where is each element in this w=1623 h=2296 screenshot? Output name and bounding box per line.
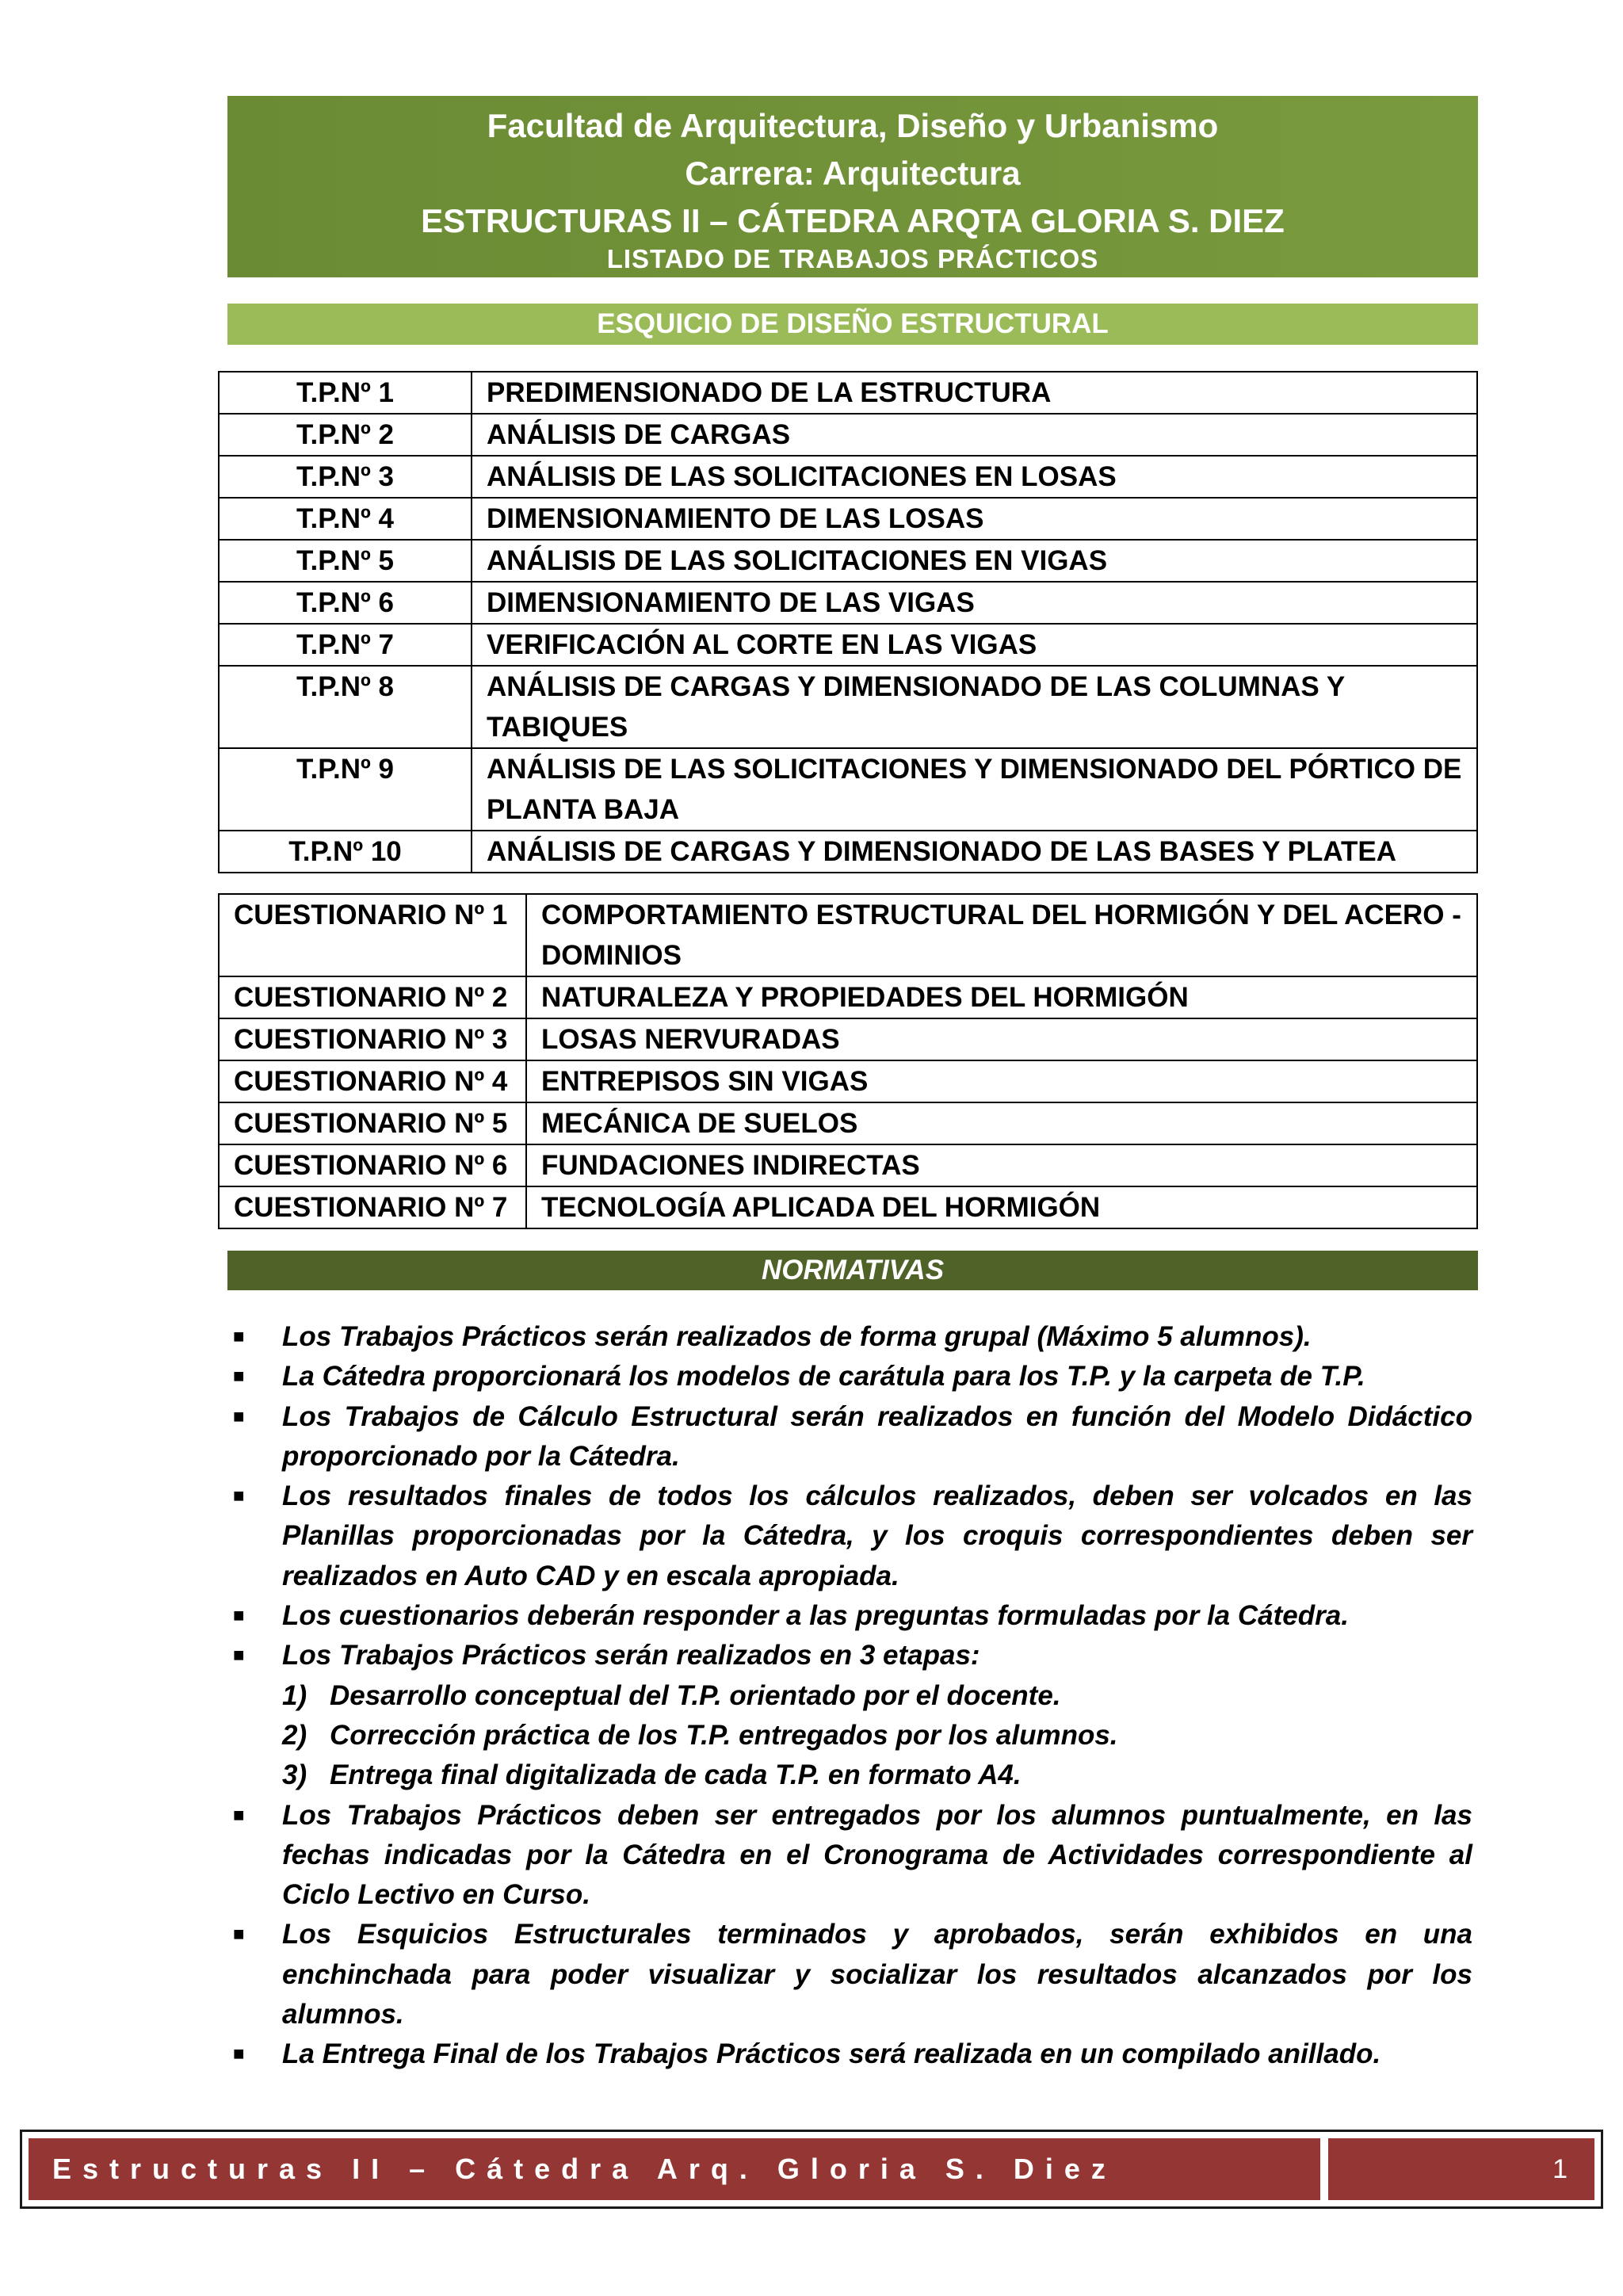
table-row bbox=[219, 976, 1477, 1018]
tp-number: T.P.Nº 9 bbox=[219, 748, 472, 831]
cuestionario-title: COMPORTAMIENTO ESTRUCTURAL DEL HORMIGÓN Y DEL ACERO - DOMINIOS bbox=[526, 894, 1477, 976]
stage-text: Corrección práctica de los T.P. entregados por los alumnos. bbox=[330, 1719, 1118, 1751]
list-item bbox=[230, 1796, 1472, 1916]
square-bullet-icon: ■ bbox=[233, 1804, 245, 1826]
cuestionario-number: CUESTIONARIO Nº 7 bbox=[219, 1186, 526, 1228]
list-item bbox=[230, 1636, 1472, 1795]
tp-number: T.P.Nº 10 bbox=[219, 831, 472, 873]
rule-text: Los Trabajos Prácticos serán realizados en 3 etapas: bbox=[282, 1640, 980, 1671]
cuestionario-title: LOSAS NERVURADAS bbox=[526, 1018, 1477, 1060]
cuestionario-number: CUESTIONARIO Nº 5 bbox=[219, 1102, 526, 1144]
tp-title: ANÁLISIS DE LAS SOLICITACIONES Y DIMENSIONADO DEL PÓRTICO DE PLANTA BAJA bbox=[472, 748, 1477, 831]
cuestionario-number: CUESTIONARIO Nº 3 bbox=[219, 1018, 526, 1060]
square-bullet-icon: ■ bbox=[233, 1924, 245, 1946]
stage-text: Desarrollo conceptual del T.P. orientado por el docente. bbox=[330, 1679, 1061, 1711]
stage-text: Entrega final digitalizada de cada T.P. en formato A4. bbox=[330, 1759, 1022, 1791]
list-item bbox=[230, 1357, 1472, 1396]
tp-number: T.P.Nº 8 bbox=[219, 666, 472, 748]
list-item bbox=[230, 1915, 1472, 2034]
esquicio-section-title: ESQUICIO DE DISEÑO ESTRUCTURAL bbox=[227, 304, 1478, 345]
tp-title: DIMENSIONAMIENTO DE LAS LOSAS bbox=[472, 498, 1477, 540]
square-bullet-icon: ■ bbox=[233, 2043, 245, 2065]
cuestionario-title: FUNDACIONES INDIRECTAS bbox=[526, 1144, 1477, 1186]
tp-number: T.P.Nº 5 bbox=[219, 540, 472, 582]
tp-title: ANÁLISIS DE LAS SOLICITACIONES EN LOSAS bbox=[472, 456, 1477, 498]
square-bullet-icon: ■ bbox=[233, 1366, 245, 1388]
normativas-section-title: NORMATIVAS bbox=[227, 1251, 1478, 1290]
faculty-name: Facultad de Arquitectura, Diseño y Urbanismo bbox=[487, 107, 1219, 144]
rule-text: Los Trabajos Prácticos serán realizados de forma grupal (Máximo 5 alumnos). bbox=[282, 1321, 1312, 1352]
table-row bbox=[219, 1018, 1477, 1060]
list-item bbox=[230, 1317, 1472, 1357]
page-footer bbox=[20, 2130, 1603, 2209]
cuestionario-title: NATURALEZA Y PROPIEDADES DEL HORMIGÓN bbox=[526, 976, 1477, 1018]
list-item bbox=[230, 1596, 1472, 1636]
square-bullet-icon: ■ bbox=[233, 1645, 245, 1667]
normativas-list bbox=[230, 1317, 1472, 2075]
table-row bbox=[219, 372, 1477, 414]
table-row bbox=[219, 1144, 1477, 1186]
tp-title: ANÁLISIS DE LAS SOLICITACIONES EN VIGAS bbox=[472, 540, 1477, 582]
cuestionario-title: MECÁNICA DE SUELOS bbox=[526, 1102, 1477, 1144]
tp-title: ANÁLISIS DE CARGAS Y DIMENSIONADO DE LAS COLUMNAS Y TABIQUES bbox=[472, 666, 1477, 748]
course-title: ESTRUCTURAS II – CÁTEDRA ARQTA GLORIA S. DIEZ bbox=[421, 202, 1285, 239]
rule-text: La Cátedra proporcionará los modelos de carátula para los T.P. y la carpeta de T.P. bbox=[282, 1361, 1365, 1392]
tp-title: ANÁLISIS DE CARGAS bbox=[472, 414, 1477, 456]
tp-number: T.P.Nº 6 bbox=[219, 582, 472, 624]
square-bullet-icon: ■ bbox=[233, 1605, 245, 1627]
stage-item bbox=[282, 1755, 1472, 1795]
tp-number: T.P.Nº 3 bbox=[219, 456, 472, 498]
cuestionario-number: CUESTIONARIO Nº 1 bbox=[219, 894, 526, 976]
tp-title: DIMENSIONAMIENTO DE LAS VIGAS bbox=[472, 582, 1477, 624]
table-row bbox=[219, 498, 1477, 540]
square-bullet-icon: ■ bbox=[233, 1405, 245, 1427]
stage-number: 3) bbox=[282, 1759, 307, 1791]
footer-course-name: Estructuras II – Cátedra Arq. Gloria S. Diez bbox=[29, 2138, 1320, 2200]
rule-text: Los cuestionarios deberán responder a las preguntas formuladas por la Cátedra. bbox=[282, 1600, 1349, 1632]
cuestionario-number: CUESTIONARIO Nº 2 bbox=[219, 976, 526, 1018]
list-item bbox=[230, 1397, 1472, 1477]
table-row bbox=[219, 1186, 1477, 1228]
cuestionario-title: ENTREPISOS SIN VIGAS bbox=[526, 1060, 1477, 1102]
trabajos-practicos-table bbox=[218, 371, 1478, 873]
table-row bbox=[219, 831, 1477, 873]
square-bullet-icon: ■ bbox=[233, 1326, 245, 1347]
table-row bbox=[219, 624, 1477, 666]
rule-text: La Entrega Final de los Trabajos Prácticos será realizada en un compilado anillado. bbox=[282, 2038, 1381, 2070]
table-row bbox=[219, 748, 1477, 831]
list-item bbox=[230, 1477, 1472, 1596]
square-bullet-icon: ■ bbox=[233, 1485, 245, 1507]
rule-text: Los Trabajos Prácticos deben ser entregados por los alumnos puntualmente, en las fechas indicadas por la Cátedra en el Cronograma de Actividades correspondiente al Ciclo Lectivo en Curso. bbox=[282, 1799, 1472, 1911]
table-row bbox=[219, 456, 1477, 498]
stages-list bbox=[282, 1676, 1472, 1796]
table-row bbox=[219, 582, 1477, 624]
tp-number: T.P.Nº 4 bbox=[219, 498, 472, 540]
tp-title: ANÁLISIS DE CARGAS Y DIMENSIONADO DE LAS BASES Y PLATEA bbox=[472, 831, 1477, 873]
tp-title: PREDIMENSIONADO DE LA ESTRUCTURA bbox=[472, 372, 1477, 414]
table-row bbox=[219, 1060, 1477, 1102]
cuestionario-number: CUESTIONARIO Nº 4 bbox=[219, 1060, 526, 1102]
cuestionarios-table bbox=[218, 893, 1478, 1229]
list-item bbox=[230, 2034, 1472, 2074]
table-row bbox=[219, 894, 1477, 976]
tp-title: VERIFICACIÓN AL CORTE EN LAS VIGAS bbox=[472, 624, 1477, 666]
stage-number: 1) bbox=[282, 1679, 307, 1711]
cuestionario-title: TECNOLOGÍA APLICADA DEL HORMIGÓN bbox=[526, 1186, 1477, 1228]
document-header bbox=[227, 96, 1478, 277]
table-row bbox=[219, 1102, 1477, 1144]
rule-text: Los resultados finales de todos los cálculos realizados, deben ser volcados en las Planillas proporcionadas por la Cátedra, y los croquis correspondientes deben ser realizados en Auto CAD y en escala apropiada. bbox=[282, 1480, 1472, 1591]
stage-item bbox=[282, 1716, 1472, 1755]
table-row bbox=[219, 540, 1477, 582]
table-row bbox=[219, 414, 1477, 456]
stage-item bbox=[282, 1676, 1472, 1716]
page-number: 1 bbox=[1328, 2138, 1594, 2200]
table-row bbox=[219, 666, 1477, 748]
cuestionario-number: CUESTIONARIO Nº 6 bbox=[219, 1144, 526, 1186]
career-name: Carrera: Arquitectura bbox=[685, 155, 1021, 192]
rule-text: Los Esquicios Estructurales terminados y aprobados, serán exhibidos en una enchinchada para poder visualizar y socializar los resultados alcanzados por los alumnos. bbox=[282, 1919, 1472, 2030]
list-title: LISTADO DE TRABAJOS PRÁCTICOS bbox=[606, 244, 1099, 273]
tp-number: T.P.Nº 7 bbox=[219, 624, 472, 666]
rule-text: Los Trabajos de Cálculo Estructural serán realizados en función del Modelo Didáctico proporcionado por la Cátedra. bbox=[282, 1400, 1472, 1472]
tp-number: T.P.Nº 1 bbox=[219, 372, 472, 414]
tp-number: T.P.Nº 2 bbox=[219, 414, 472, 456]
stage-number: 2) bbox=[282, 1719, 307, 1751]
